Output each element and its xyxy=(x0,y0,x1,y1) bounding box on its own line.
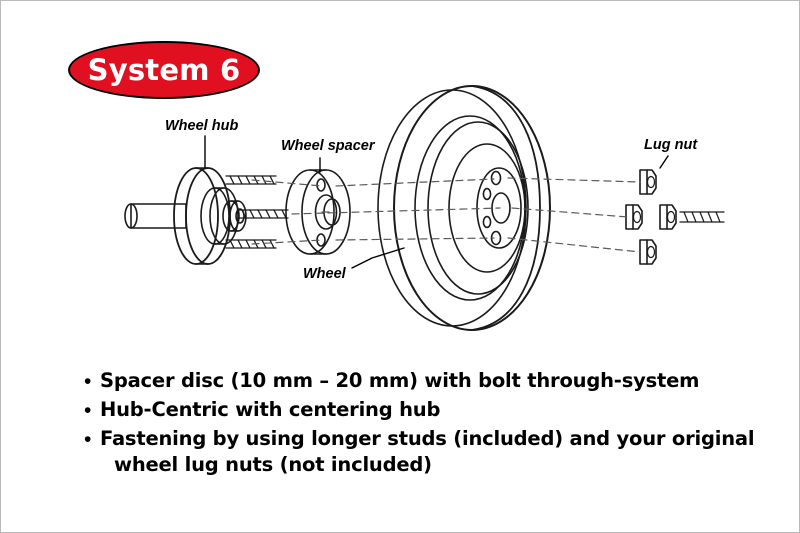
bullet-marker: • xyxy=(84,370,92,393)
list-item-text xyxy=(100,426,754,478)
callout-lug-nut: Lug nut xyxy=(644,137,698,153)
longer-studs-graphic xyxy=(226,176,288,248)
list-item-text xyxy=(100,368,699,394)
badge-label: System 6 xyxy=(87,53,241,87)
bullet-marker: • xyxy=(84,399,92,422)
wheel-graphic xyxy=(378,86,550,330)
callout-wheel-spacer: Wheel spacer xyxy=(281,138,375,154)
list-item-text xyxy=(100,397,440,423)
list-item-line-continued: wheel lug nuts (not included) xyxy=(114,453,432,476)
list-item-line: Fastening by using longer studs (included) and your original xyxy=(100,427,755,450)
bullet-marker: • xyxy=(84,428,92,451)
list-item xyxy=(84,426,784,478)
lug-nut-graphic xyxy=(626,170,724,264)
callout-wheel-hub: Wheel hub xyxy=(165,118,239,134)
list-item xyxy=(84,397,784,425)
wheel-hub-graphic xyxy=(125,168,246,264)
callout-wheel: Wheel xyxy=(303,266,346,282)
list-item-line: Hub-Centric with centering hub xyxy=(100,398,441,421)
list-item-line: Spacer disc (10 mm – 20 mm) with bolt through-system xyxy=(100,369,700,392)
list-item xyxy=(84,368,784,396)
wheel-spacer-graphic xyxy=(286,170,350,254)
feature-list xyxy=(84,368,784,479)
